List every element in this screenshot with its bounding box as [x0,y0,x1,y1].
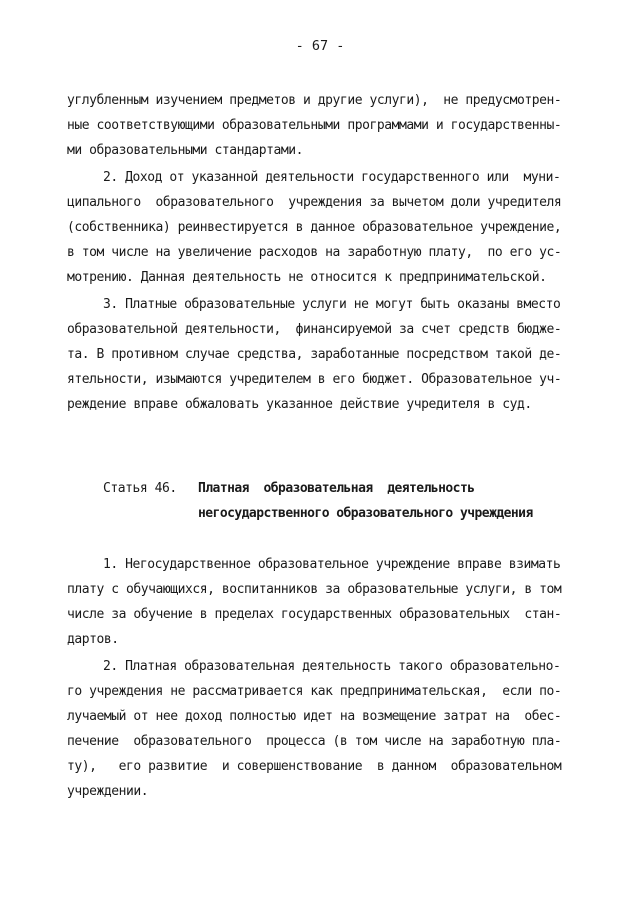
paragraph-4-line-3: числе за обучение в пределах государственных образовательных стан- [67,607,562,622]
paragraph-3-line-5: реждение вправе обжаловать указанное действие учредителя в суд. [67,397,532,412]
paragraph-5-line-6: учреждении. [67,784,149,799]
paragraph-2-line-4: в том числе на увеличение расходов на заработную плату, по его ус- [67,245,562,260]
paragraph-5-line-5: ту), его развитие и совершенствование в данном образовательном [67,759,562,774]
paragraph-4-line-4: дартов. [67,632,119,647]
article-title-line-1: Платная образовательная деятельность [198,481,475,496]
paragraph-3-line-3: та. В противном случае средства, заработанные посредством такой де- [67,347,562,362]
paragraph-2-line-1: 2. Доход от указанной деятельности государственного или муни- [103,170,561,185]
paragraph-3-line-4: ятельности, изымаются учредителем в его бюджет. Образовательное уч- [67,372,562,387]
paragraph-3-line-2: образовательной деятельности, финансируемой за счет средств бюдже- [67,322,562,337]
paragraph-5-line-3: лучаемый от нее доход полностью идет на возмещение затрат на обес- [67,709,562,724]
paragraph-3-line-1: 3. Платные образовательные услуги не могут быть оказаны вместо [103,297,561,312]
paragraph-2-line-5: мотрению. Данная деятельность не относится к предпринимательской. [67,270,547,285]
paragraph-5-line-1: 2. Платная образовательная деятельность такого образовательно- [103,659,561,674]
paragraph-4-line-2: плату с обучающихся, воспитанников за образовательные услуги, в том [67,582,562,597]
paragraph-1-line-3: ми образовательными стандартами. [67,143,304,158]
page-number: - 67 - [295,38,345,54]
paragraph-5-line-4: печение образовательного процесса (в том числе на заработную пла- [67,734,562,749]
article-title-line-2: негосударственного образовательного учреждения [198,506,533,521]
paragraph-1-line-1: углубленным изучением предметов и другие услуги), не предусмотрен- [67,93,562,108]
paragraph-5-line-2: го учреждения не рассматривается как предпринимательская, если по- [67,684,562,699]
paragraph-2-line-2: ципального образовательного учреждения за вычетом доли учредителя [67,195,562,210]
paragraph-4-line-1: 1. Негосударственное образовательное учреждение вправе взимать [103,557,561,572]
article-number: Статья 46. [103,481,177,496]
paragraph-1-line-2: ные соответствующими образовательными программами и государственны- [67,118,562,133]
paragraph-2-line-3: (собственника) реинвестируется в данное образовательное учреждение, [67,220,562,235]
